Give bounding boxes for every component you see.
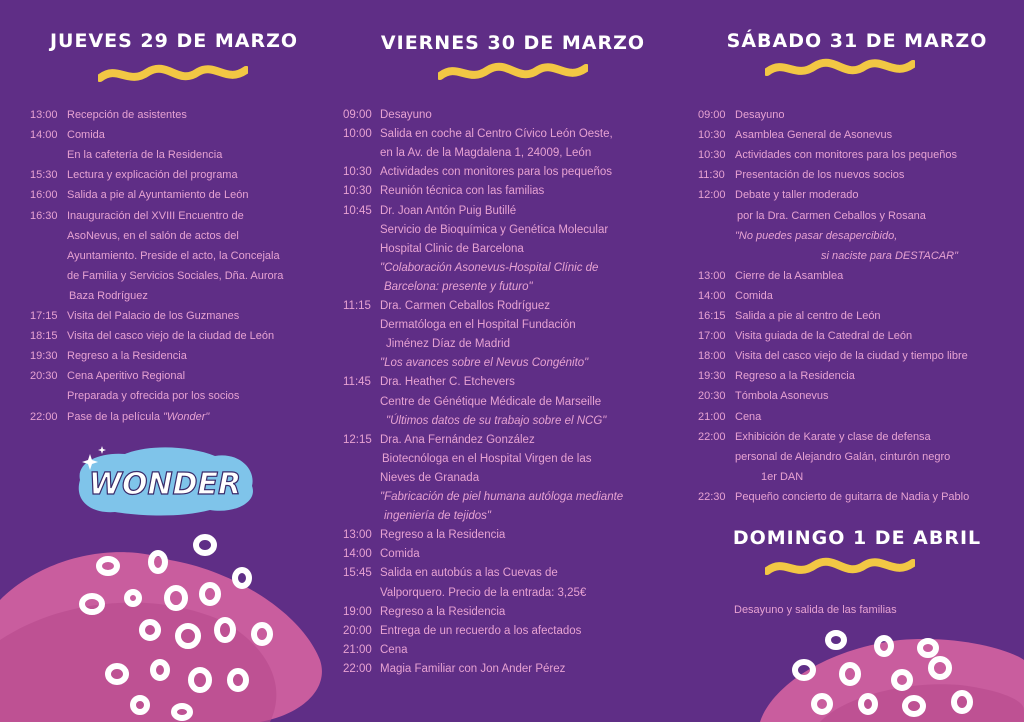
schedule-text: Reunión técnica con las familias [380,185,545,198]
schedule-time: 19:30 [30,350,58,363]
schedule-item [343,242,524,256]
schedule-item [343,223,608,237]
schedule-time: 09:00 [698,109,726,121]
schedule-time [698,209,735,223]
yellow-squiggle [765,555,915,581]
schedule-item [698,249,958,263]
schedule-time: 14:00 [343,548,372,561]
schedule-text: 1er DAN [761,470,804,483]
schedule-item [343,624,581,638]
schedule-time: 14:00 [30,129,58,142]
schedule-item [698,229,897,243]
schedule-text: Comida [380,548,420,561]
schedule-text: "Colaboración Asonevus-Hospital Clínic de [380,261,599,274]
sparkle-icon [98,446,106,454]
schedule-time [30,249,67,263]
schedule-text: Actividades con monitores para los pequeños [380,166,613,179]
schedule-text: Baza Rodríguez [69,289,148,302]
schedule-item [343,108,432,122]
schedule-text: Visita del Palacio de los Guzmanes [67,310,240,322]
schedule-item [343,452,591,466]
schedule-text: Comida [735,289,773,302]
schedule-text: Comida [67,129,105,142]
schedule-text: Preparada y ofrecida por los socios [67,390,240,403]
schedule-time: 22:00 [30,410,58,423]
schedule-text: Regreso a la Residencia [380,605,506,618]
schedule-text: Presentación de los nuevos socios [735,169,905,182]
schedule-item [698,289,773,303]
schedule-time [698,249,735,263]
schedule-text: Salida en coche al Centro Cívico León Oeste, [380,128,613,141]
schedule-time [698,229,735,243]
schedule-text: Dermatóloga en el Hospital Fundación [380,319,576,332]
schedule-item [343,204,516,218]
schedule-item [343,433,535,447]
schedule-text: Salida en autobús a las Cuevas de [380,567,558,580]
schedule-text: Nieves de Granada [380,471,480,484]
schedule-time [343,146,380,160]
white-dots-left [82,537,270,718]
schedule-time [30,148,67,162]
schedule-time: 21:00 [698,410,726,423]
schedule-time: 11:15 [343,300,371,312]
schedule-time: 10:00 [343,128,372,141]
yellow-squiggle [98,62,248,88]
schedule-item [30,329,274,343]
schedule-time [343,261,380,275]
schedule-text: Salida a pie al centro de León [735,310,881,322]
pink-brush-stroke-right [820,684,1024,722]
schedule-item [698,410,761,424]
schedule-text: Regreso a la Residencia [67,350,187,363]
schedule-time: 12:15 [343,433,372,446]
schedule-text: Dra. Ana Fernández González [380,433,535,446]
schedule-time: 10:30 [698,149,726,162]
schedule-text: Dra. Carmen Ceballos Rodríguez [380,300,551,312]
schedule-time: 13:00 [698,269,726,282]
schedule-text: Biotecnóloga en el Hospital Virgen de las [382,452,592,465]
schedule-item [343,165,612,179]
schedule-time: 15:30 [30,169,58,182]
schedule-text: Hospital Clinic de Barcelona [380,242,524,255]
schedule-text: Salida a pie al Ayuntamiento de León [67,189,249,202]
schedule-text: AsoNevus, en el salón de actos del [67,229,239,242]
schedule-text: Lectura y explicación del programa [67,169,238,182]
schedule-time: 09:00 [343,109,372,121]
schedule-item [343,261,598,275]
schedule-text: Desayuno [380,109,432,121]
schedule-item [30,148,222,162]
schedule-time [343,280,380,294]
schedule-text: "Últimos datos de su trabajo sobre el NCG" [386,414,607,427]
schedule-time [30,229,67,243]
schedule-item [698,188,859,202]
schedule-time [343,586,380,600]
saturday-title: SÁBADO 31 DE MARZO [726,30,988,52]
schedule-text: Valporquero. Precio de la entrada: 3,25€ [380,586,587,599]
schedule-time: 13:00 [30,109,58,121]
schedule-italic: "Wonder" [163,410,210,423]
schedule-text: Visita del casco viejo de la ciudad de León [67,330,275,343]
schedule-text: de Familia y Servicios Sociales, Dña. Aurora [67,269,284,282]
schedule-time: 22:00 [343,662,372,675]
schedule-time: 10:45 [343,204,372,217]
white-dots-right [795,633,970,714]
schedule-item [698,490,969,504]
schedule-time: 19:30 [698,370,726,383]
schedule-time [343,223,380,237]
schedule-item [698,128,892,142]
schedule-item [343,566,558,580]
schedule-time: 21:00 [343,643,372,656]
schedule-time: 20:30 [30,370,58,383]
schedule-time [343,395,380,409]
schedule-item [30,369,185,383]
schedule-time: 16:30 [30,209,58,222]
schedule-text: Tómbola Asonevus [735,390,829,403]
schedule-time [343,337,380,351]
schedule-time: 19:00 [343,605,372,618]
schedule-item [343,375,515,389]
schedule-time: 18:15 [30,330,58,343]
schedule-time [343,490,380,504]
schedule-text: Inauguración del XVIII Encuentro de [67,209,244,222]
schedule-text: Cena Aperitivo Regional [67,370,186,383]
schedule-text: Regreso a la Residencia [380,529,506,542]
schedule-item [698,168,904,182]
schedule-text: Servicio de Bioquímica y Genética Molecular [380,223,609,236]
schedule-text: "No puedes pasar desapercibido, [735,229,898,242]
schedule-item [30,389,239,403]
schedule-time: 10:30 [698,129,726,142]
schedule-item [30,249,280,263]
schedule-item [30,349,187,363]
schedule-time: 10:30 [343,166,372,179]
schedule-time: 22:00 [698,430,726,443]
schedule-time [343,509,380,523]
schedule-text: Magia Familiar con Jon Ander Pérez [380,662,566,675]
schedule-item [698,470,803,484]
schedule-text: Visita guiada de la Catedral de León [735,330,913,343]
schedule-time: 18:00 [698,350,726,363]
schedule-text: Cena [735,410,762,423]
yellow-squiggle [765,56,915,82]
schedule-time: 14:00 [698,289,726,302]
schedule-text: Cena [380,643,408,656]
schedule-item [343,146,591,160]
schedule-item [30,108,187,122]
sunday-text: Desayuno y salida de las familias [734,604,897,616]
schedule-text: Exhibición de Karate y clase de defensa [735,430,931,443]
schedule-text: Regreso a la Residencia [735,370,855,383]
friday-title: VIERNES 30 DE MARZO [380,32,646,54]
schedule-item [30,289,148,303]
schedule-item [343,490,623,504]
schedule-item [698,148,957,162]
schedule-item [343,586,586,600]
schedule-text: por la Dra. Carmen Ceballos y Rosana [737,209,926,222]
schedule-item [698,430,931,444]
schedule-time: 22:30 [698,490,726,503]
schedule-text: Entrega de un recuerdo a los afectados [380,624,582,637]
schedule-text: Cierre de la Asamblea [735,269,844,282]
schedule-item [698,309,881,323]
schedule-time [343,242,380,256]
wonder-logo [70,440,260,520]
schedule-text: Visita del casco viejo de la ciudad y tiempo libre [735,350,968,363]
schedule-time [343,318,380,332]
schedule-item [698,369,855,383]
schedule-item [343,509,491,523]
schedule-item [698,450,950,464]
schedule-time: 20:00 [343,624,372,637]
schedule-item [343,528,505,542]
schedule-text: ingeniería de tejidos" [384,510,492,523]
schedule-time: 16:00 [30,189,58,202]
schedule-time: 12:00 [698,189,726,202]
schedule-time: 11:30 [698,169,725,182]
schedule-text: "Fabricación de piel humana autóloga mediante [380,491,624,503]
schedule-item [343,337,510,351]
schedule-text: Barcelona: presente y futuro" [384,280,533,293]
schedule-text: en la Av. de la Magdalena 1, 24009, León [380,147,592,160]
schedule-item [343,356,588,370]
schedule-item [698,209,926,223]
schedule-text: Desayuno [735,109,785,121]
schedule-item [30,269,283,283]
schedule-time [343,471,380,485]
schedule-item [30,209,244,223]
schedule-item [30,128,105,142]
yellow-squiggle [438,60,588,86]
pink-brush-stroke-left [0,603,276,722]
schedule-item [698,269,843,283]
schedule-text: Debate y taller moderado [735,189,859,202]
schedule-item [343,547,420,561]
schedule-text: personal de Alejandro Galán, cinturón negro [735,450,951,463]
pink-brush-blob-left [0,552,322,722]
schedule-item [30,410,209,424]
schedule-text: En la cafetería de la Residencia [67,149,223,162]
schedule-text: Actividades con monitores para los pequeños [735,149,957,162]
sunday-title: DOMINGO 1 DE ABRIL [732,527,982,549]
schedule-item [343,605,505,619]
schedule-text: Pequeño concierto de guitarra de Nadia y Pablo [735,490,970,503]
schedule-time: 17:00 [698,330,726,343]
schedule-item [30,168,238,182]
schedule-item [698,329,912,343]
schedule-text: Centre de Génétique Médicale de Marseille [380,395,602,408]
schedule-time [30,389,67,403]
schedule-time: 17:15 [30,310,58,322]
schedule-item [343,395,601,409]
schedule-time [30,289,67,303]
pink-brush-blob-right [760,639,1024,722]
schedule-item [698,349,968,363]
schedule-time [343,452,380,466]
schedule-time: 11:45 [343,376,371,389]
schedule-time [343,356,380,370]
schedule-item [343,318,576,332]
schedule-time: 15:45 [343,567,372,580]
schedule-item [698,389,829,403]
schedule-time: 10:30 [343,185,372,198]
schedule-item [698,108,785,122]
schedule-item [343,662,565,676]
schedule-text: Asamblea General de Asonevus [735,129,893,142]
thursday-title: JUEVES 29 DE MARZO [49,30,299,52]
schedule-text: Ayuntamiento. Preside el acto, la Concejala [67,249,280,262]
schedule-text: Pase de la película "Wonder" [67,410,210,423]
schedule-item [343,414,606,428]
schedule-time: 13:00 [343,529,372,542]
schedule-time [343,414,380,428]
schedule-time: 16:15 [698,310,726,322]
schedule-time [698,450,735,464]
schedule-item [343,127,613,141]
schedule-text: Dra. Heather C. Etchevers [380,376,515,389]
schedule-text: si naciste para DESTACAR" [821,249,958,262]
schedule-text: Jiménez Díaz de Madrid [386,338,510,351]
schedule-text: Recepción de asistentes [67,109,187,121]
schedule-item [30,188,248,202]
schedule-text: Dr. Joan Antón Puig Butillé [380,204,517,217]
schedule-item [343,184,544,198]
schedule-item [343,643,408,657]
schedule-item [343,299,550,313]
schedule-item [343,471,479,485]
schedule-time [698,470,735,484]
schedule-time [30,269,67,283]
schedule-text: "Los avances sobre el Nevus Congénito" [380,357,589,370]
schedule-item [343,280,533,294]
wonder-logo-text: WONDER [88,467,242,502]
schedule-item [30,309,239,323]
schedule-item [30,229,239,243]
schedule-time: 20:30 [698,390,726,403]
